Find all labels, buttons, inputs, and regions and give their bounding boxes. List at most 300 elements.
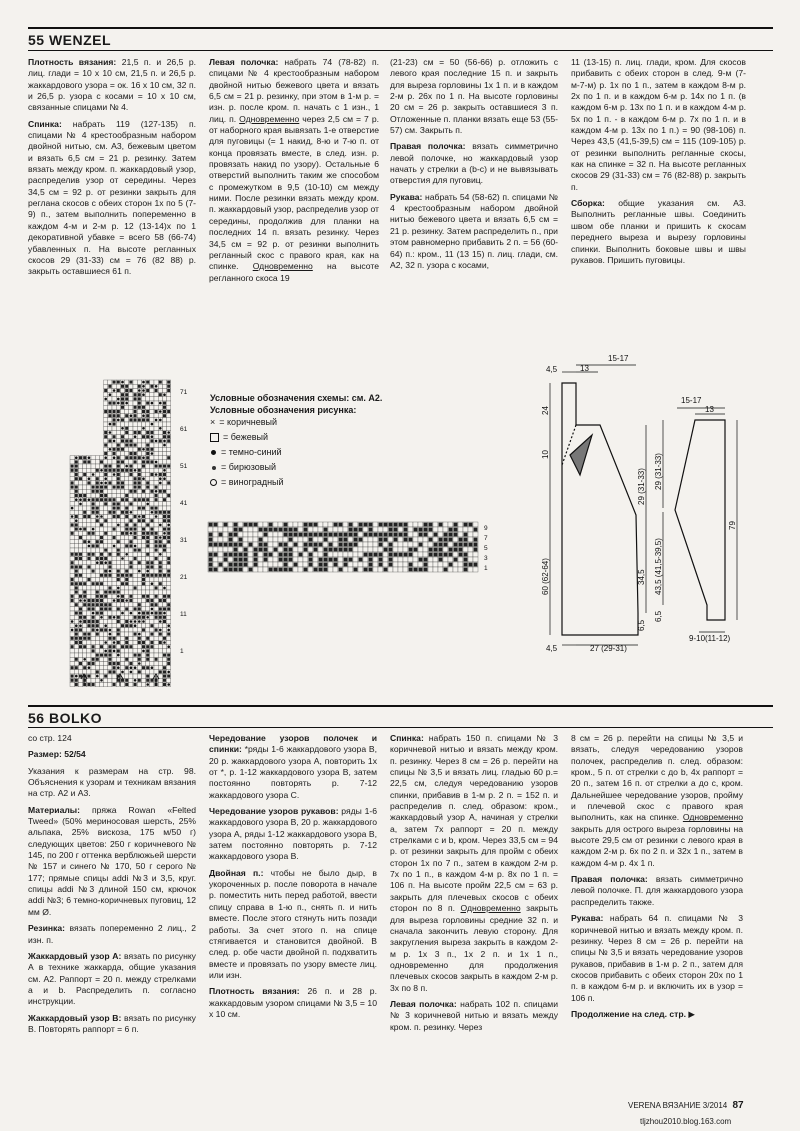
chart-stitch: [389, 548, 393, 552]
chart-stitch: [159, 544, 162, 547]
chart-stitch: [79, 528, 82, 531]
chart-stitch: [159, 574, 162, 577]
chart-cell: [91, 456, 95, 460]
chart-cell: [278, 532, 283, 537]
chart-cell: [154, 661, 158, 665]
chart-cell: [133, 493, 137, 497]
chart-stitch: [83, 666, 86, 669]
chart-cell: [162, 552, 166, 556]
chart-stitch: [324, 563, 328, 567]
chart-stitch: [125, 599, 128, 602]
chart-stitch: [339, 533, 343, 537]
chart-stitch: [129, 565, 132, 568]
chart-stitch: [394, 528, 398, 532]
chart-cell: [99, 548, 103, 552]
chart-cell: [91, 535, 95, 539]
chart-stitch: [163, 435, 166, 438]
chart-cell: [146, 514, 150, 518]
chart-cell: [133, 582, 137, 586]
chart-cell: [146, 405, 150, 409]
chart-stitch: [299, 533, 303, 537]
chart-stitch: [113, 599, 116, 602]
chart-stitch: [414, 548, 418, 552]
chart-cell: [253, 567, 258, 572]
chart-cell: [112, 531, 116, 535]
chart-stitch: [234, 553, 238, 557]
chart-stitch: [75, 628, 78, 631]
chart-cell: [158, 603, 162, 607]
chart-cell: [368, 537, 373, 542]
chart-cell: [273, 557, 278, 562]
chart-stitch: [71, 582, 74, 585]
chart-stitch: [75, 612, 78, 615]
chart-cell: [70, 535, 74, 539]
chart-stitch: [134, 460, 137, 463]
chart-stitch: [163, 519, 166, 522]
chart-stitch: [369, 568, 373, 572]
chart-cell: [108, 506, 112, 510]
chart-cell: [137, 414, 141, 418]
chart-stitch: [109, 629, 112, 632]
chart-cell: [104, 418, 108, 422]
chart-stitch: [163, 670, 166, 673]
chart-stitch: [104, 494, 107, 497]
chart-cell: [167, 451, 171, 455]
chart-cell: [150, 405, 154, 409]
chart-cell: [112, 426, 116, 430]
chart-cell: [78, 523, 82, 527]
chart-cell: [91, 481, 95, 485]
chart-cell: [112, 678, 116, 682]
chart-cell: [70, 586, 74, 590]
chart-cell: [146, 607, 150, 611]
chart-cell: [238, 547, 243, 552]
chart-stitch: [87, 481, 90, 484]
chart-stitch: [354, 528, 358, 532]
chart-cell: [283, 537, 288, 542]
chart-stitch: [96, 469, 99, 472]
chart-cell: [258, 557, 263, 562]
chart-stitch: [239, 538, 243, 542]
chart-cell: [78, 586, 82, 590]
chart-stitch: [314, 548, 318, 552]
chart-stitch: [146, 683, 149, 686]
legend-item-beige: = бежевый: [210, 430, 410, 445]
chart-stitch: [134, 431, 137, 434]
chart-stitch: [117, 599, 120, 602]
chart-cell: [74, 649, 78, 653]
chart-stitch: [71, 620, 74, 623]
chart-cell: [150, 657, 154, 661]
chart-stitch: [108, 481, 111, 484]
chart-cell: [95, 527, 99, 531]
chart-cell: [213, 527, 218, 532]
chart-cell: [146, 527, 150, 531]
chart-stitch: [104, 595, 107, 598]
chart-cell: [91, 666, 95, 670]
chart-stitch: [163, 515, 166, 518]
chart-stitch: [449, 563, 453, 567]
chart-cell: [162, 628, 166, 632]
chart-stitch: [334, 523, 338, 527]
chart-cell: [158, 435, 162, 439]
chart-stitch: [108, 439, 111, 442]
chart-stitch: [269, 568, 273, 572]
chart-cell: [133, 603, 137, 607]
chart-stitch: [129, 469, 132, 472]
chart-stitch: [334, 563, 338, 567]
chart-stitch: [134, 435, 137, 438]
chart-stitch: [244, 553, 248, 557]
chart-stitch: [142, 650, 145, 653]
chart-cell: [233, 537, 238, 542]
chart-cell: [458, 532, 463, 537]
chart-cell: [116, 422, 120, 426]
chart-stitch: [146, 616, 149, 619]
chart-stitch: [234, 523, 238, 527]
chart-cell: [298, 547, 303, 552]
chart-cell: [137, 422, 141, 426]
chart-stitch: [138, 448, 141, 451]
chart-stitch: [284, 558, 288, 562]
chart-stitch: [146, 561, 149, 564]
chart-cell: [129, 590, 133, 594]
chart-cell: [418, 562, 423, 567]
chart-cell: [87, 535, 91, 539]
chart-stitch: [92, 511, 95, 514]
chart-stitch: [79, 616, 82, 619]
chart-cell: [133, 573, 137, 577]
chart-cell: [238, 532, 243, 537]
chart-stitch: [134, 620, 137, 623]
chart-cell: [87, 615, 91, 619]
chart-stitch: [79, 498, 82, 501]
chart-stitch: [364, 533, 368, 537]
chart-cell: [298, 527, 303, 532]
chart-cell: [413, 562, 418, 567]
chart-stitch: [142, 641, 145, 644]
chart-cell: [154, 552, 158, 556]
chart-stitch: [113, 469, 116, 472]
chart-cell: [383, 557, 388, 562]
chart-stitch: [159, 393, 162, 396]
chart-cell: [70, 519, 74, 523]
chart-stitch: [163, 683, 166, 686]
chart-cell: [433, 562, 438, 567]
chart-cell: [95, 569, 99, 573]
chart-cell: [116, 603, 120, 607]
chart-cell: [83, 586, 87, 590]
chart-cell: [87, 506, 91, 510]
chart-stitch: [138, 670, 141, 673]
chart-cell: [146, 603, 150, 607]
chart-cell: [223, 527, 228, 532]
chart-cell: [137, 489, 141, 493]
chart-cell: [99, 649, 103, 653]
chart-stitch: [134, 536, 137, 539]
chart-stitch: [339, 523, 343, 527]
chart-cell: [141, 493, 145, 497]
wenzel-column-4: [571, 57, 746, 271]
chart-stitch: [75, 637, 78, 640]
chart-cell: [78, 569, 82, 573]
chart-stitch: [379, 558, 383, 562]
chart-stitch: [138, 469, 141, 472]
chart-cell: [99, 502, 103, 506]
chart-cell: [358, 567, 363, 572]
chart-stitch: [459, 538, 463, 542]
chart-stitch: [92, 490, 95, 493]
chart-cell: [104, 414, 108, 418]
chart-cell: [78, 544, 82, 548]
chart-cell: [150, 535, 154, 539]
chart-stitch: [117, 595, 120, 598]
chart-stitch: [146, 402, 149, 405]
chart-cell: [125, 451, 129, 455]
chart-stitch: [83, 645, 86, 648]
chart-stitch: [129, 452, 132, 455]
chart-cell: [129, 603, 133, 607]
chart-cell: [243, 532, 248, 537]
chart-cell: [398, 562, 403, 567]
chart-stitch: [304, 533, 308, 537]
chart-stitch: [167, 481, 170, 484]
chart-cell: [293, 537, 298, 542]
chart-cell: [108, 611, 112, 615]
chart-cell: [99, 569, 103, 573]
chart-stitch: [92, 603, 95, 606]
chart-stitch: [79, 557, 82, 560]
chart-cell: [398, 567, 403, 572]
chart-row-label: 21: [180, 574, 188, 581]
chart-stitch: [71, 465, 74, 468]
chart-stitch: [125, 397, 128, 400]
chart-cell: [308, 527, 313, 532]
chart-cell: [154, 468, 158, 472]
chart-cell: [141, 586, 145, 590]
chart-cell: [158, 653, 162, 657]
chart-cell: [167, 565, 171, 569]
chart-cell: [108, 435, 112, 439]
chart-cell: [323, 542, 328, 547]
chart-cell: [129, 636, 133, 640]
chart-cell: [141, 653, 145, 657]
chart-cell: [146, 393, 150, 397]
chart-cell: [125, 472, 129, 476]
chart-cell: [137, 674, 141, 678]
chart-cell: [70, 556, 74, 560]
chart-cell: [95, 645, 99, 649]
chart-stitch: [419, 558, 423, 562]
chart-cell: [162, 661, 166, 665]
chart-cell: [158, 430, 162, 434]
chart-cell: [133, 502, 137, 506]
chart-cell: [343, 527, 348, 532]
chart-stitch: [209, 563, 213, 567]
chart-stitch: [364, 553, 368, 557]
chart-stitch: [138, 549, 141, 552]
chart-cell: [141, 481, 145, 485]
chart-cell: [104, 666, 108, 670]
chart-stitch: [146, 389, 149, 392]
chart-cell: [91, 523, 95, 527]
chart-cell: [120, 502, 124, 506]
chart-stitch: [134, 633, 137, 636]
chart-stitch: [163, 616, 166, 619]
chart-cell: [78, 561, 82, 565]
chart-cell: [112, 481, 116, 485]
chart-cell: [125, 485, 129, 489]
chart-cell: [393, 542, 398, 547]
chart-cell: [120, 548, 124, 552]
chart-stitch: [444, 568, 448, 572]
chart-stitch: [464, 563, 468, 567]
chart-stitch: [92, 498, 95, 501]
chart-cell: [108, 397, 112, 401]
chart-stitch: [113, 452, 116, 455]
chart-cell: [141, 674, 145, 678]
chart-cell: [78, 514, 82, 518]
chart-stitch: [121, 595, 124, 598]
chart-cell: [70, 670, 74, 674]
chart-stitch: [159, 524, 162, 527]
chart-stitch: [349, 533, 353, 537]
chart-cell: [137, 439, 141, 443]
chart-stitch: [159, 490, 162, 493]
chart-cell: [398, 547, 403, 552]
chart-stitch: [117, 515, 120, 518]
chart-cell: [338, 562, 343, 567]
chart-stitch: [134, 486, 137, 489]
chart-cell: [167, 418, 171, 422]
chart-cell: [116, 657, 120, 661]
chart-cell: [154, 426, 158, 430]
chart-cell: [363, 547, 368, 552]
chart-cell: [78, 657, 82, 661]
chart-cell: [112, 632, 116, 636]
chart-cell: [423, 537, 428, 542]
chart-cell: [154, 598, 158, 602]
chart-cell: [146, 472, 150, 476]
chart-stitch: [104, 456, 107, 459]
chart-cell: [91, 678, 95, 682]
chart-stitch: [104, 465, 107, 468]
chart-stitch: [439, 553, 443, 557]
chart-cell: [108, 477, 112, 481]
chart-stitch: [92, 607, 95, 610]
chart-stitch: [167, 465, 170, 468]
chart-cell: [74, 577, 78, 581]
chart-cell: [373, 537, 378, 542]
chart-cell: [95, 577, 99, 581]
chart-stitch: [146, 540, 149, 543]
chart-stitch: [239, 558, 243, 562]
chart-stitch: [92, 528, 95, 531]
chart-cell: [313, 527, 318, 532]
chart-cell: [87, 569, 91, 573]
chart-stitch: [96, 557, 99, 560]
chart-stitch: [379, 538, 383, 542]
chart-cell: [87, 527, 91, 531]
chart-stitch: [349, 528, 353, 532]
chart-stitch: [159, 381, 162, 384]
chart-stitch: [349, 543, 353, 547]
chart-cell: [108, 519, 112, 523]
chart-stitch: [75, 456, 78, 459]
chart-cell: [150, 502, 154, 506]
chart-stitch: [100, 482, 103, 485]
chart-cell: [91, 632, 95, 636]
chart-cell: [328, 567, 333, 572]
chart-cell: [150, 577, 154, 581]
chart-stitch: [142, 393, 145, 396]
chart-stitch: [79, 553, 82, 556]
dim-front-k: 27 (29-31): [590, 644, 627, 653]
chart-cell: [116, 527, 120, 531]
chart-cell: [273, 542, 278, 547]
chart-cell: [162, 481, 166, 485]
chart-stitch: [104, 561, 107, 564]
chart-stitch: [163, 402, 166, 405]
chart-cell: [125, 405, 129, 409]
chart-cell: [167, 447, 171, 451]
chart-stitch: [142, 414, 145, 417]
chart-cell: [83, 535, 87, 539]
chart-cell: [133, 670, 137, 674]
chart-cell: [146, 510, 150, 514]
chart-stitch: [294, 543, 298, 547]
chart-stitch: [167, 439, 170, 442]
paragraph: Плотность вязания: 21,5 п. и 26,5 р. лиц. глади = 10 x 10 см, 21,5 п. и 26,5 р. жаккардового узора = ок. 16 x 10 см, 32 п. и 26,5 р. узора с косами = 10 x 10 см, связанные спицами № 4.: [28, 57, 196, 113]
chart-cell: [104, 544, 108, 548]
chart-stitch: [87, 662, 90, 665]
chart-cell: [70, 510, 74, 514]
chart-cell: [91, 594, 95, 598]
chart-cell: [162, 577, 166, 581]
chart-stitch: [92, 486, 95, 489]
chart-cell: [137, 435, 141, 439]
chart-stitch: [459, 553, 463, 557]
chart-cell: [99, 472, 103, 476]
chart-stitch: [121, 599, 124, 602]
chart-stitch: [117, 486, 120, 489]
chart-cell: [120, 451, 124, 455]
chart-cell: [125, 632, 129, 636]
chart-stitch: [142, 406, 145, 409]
chart-cell: [383, 542, 388, 547]
chart-stitch: [439, 558, 443, 562]
chart-stitch: [96, 507, 99, 510]
chart-stitch: [125, 511, 128, 514]
chart-stitch: [104, 654, 107, 657]
chart-cell: [413, 542, 418, 547]
chart-stitch: [79, 637, 82, 640]
chart-cell: [141, 657, 145, 661]
chart-stitch: [274, 528, 278, 532]
chart-stitch: [104, 502, 107, 505]
chart-stitch: [96, 498, 99, 501]
chart-cell: [154, 565, 158, 569]
chart-stitch: [294, 533, 298, 537]
chart-cell: [137, 451, 141, 455]
chart-stitch: [219, 543, 223, 547]
chart-stitch: [150, 641, 153, 644]
bolko-column-2: [209, 733, 377, 1025]
chart-stitch: [71, 561, 74, 564]
chart-cell: [120, 540, 124, 544]
chart-cell: [208, 547, 213, 552]
chart-cell: [150, 649, 154, 653]
